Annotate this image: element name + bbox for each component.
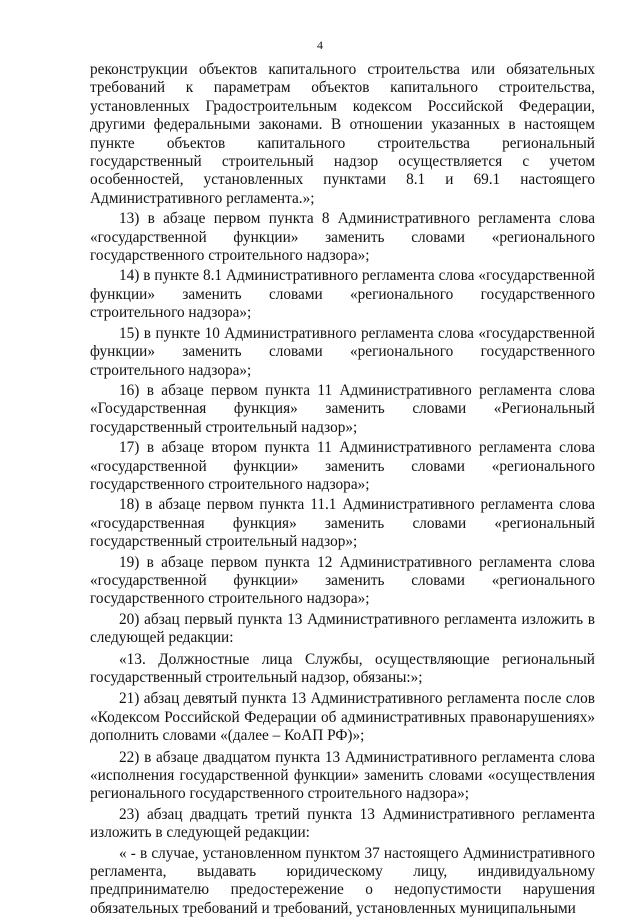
paragraph-item-18: 18) в абзаце первом пункта 11.1 Административного регламента слова «государственная функция» заменить словами «региональный государственный строительный надзор»; xyxy=(90,496,595,551)
paragraph-item-23-quote: « - в случае, установленном пунктом 37 настоящего Административного регламента, выдавать юридическому лицу, индивидуальному предпринимателю предостережение о недопустимости нарушения обязательных требований и требований, установленных муниципальными xyxy=(90,844,595,917)
paragraph-item-19: 19) в абзаце первом пункта 12 Административного регламента слова «государственной функции» заменить словами «регионального государственного строительного надзора»; xyxy=(90,553,595,608)
page-number: 4 xyxy=(317,38,323,52)
paragraph-item-16: 16) в абзаце первом пункта 11 Административного регламента слова «Государственная функция» заменить словами «Региональный государственный строительный надзор»; xyxy=(90,381,595,436)
document-body xyxy=(90,61,595,918)
paragraph-item-20: 20) абзац первый пункта 13 Административного регламента изложить в следующей редакции: xyxy=(90,610,595,647)
paragraph-item-21: 21) абзац девятый пункта 13 Административного регламента после слов «Кодексом Российской Федерации об административных правонарушениях» дополнить словами «(далее – КоАП РФ)»; xyxy=(90,690,595,745)
paragraph-item-14: 14) в пункте 8.1 Административного регламента слова «государственной функции» заменить словами «регионального государственного строительного надзора»; xyxy=(90,267,595,322)
paragraph-continuation: реконструкции объектов капитального строительства или обязательных требований к параметрам объектов капитального строительства, установленных Градостроительным кодексом Российской Федерации, другими федеральными законами. В отношении указанных в настоящем пункте объектов капитального строительства региональный государственный строительный надзор осуществляется с учетом особенностей, установленных пунктами 8.1 и 69.1 настоящего Административного регламента.»; xyxy=(90,61,595,207)
paragraph-item-15: 15) в пункте 10 Административного регламента слова «государственной функции» заменить словами «регионального государственного строительного надзора»; xyxy=(90,324,595,379)
paragraph-item-23: 23) абзац двадцать третий пункта 13 Административного регламента изложить в следующей редакции: xyxy=(90,805,595,842)
paragraph-item-20-quote: «13. Должностные лица Службы, осуществляющие региональный государственный строительный надзор, обязаны:»; xyxy=(90,650,595,686)
paragraph-item-13: 13) в абзаце первом пункта 8 Административного регламента слова «государственной функции» заменить словами «регионального государственного строительного надзора»; xyxy=(90,210,595,265)
paragraph-item-22: 22) в абзаце двадцатом пункта 13 Административного регламента слова «исполнения государственной функции» заменить словами «осуществления регионального государственного строительного надзора»; xyxy=(90,748,595,803)
paragraph-item-17: 17) в абзаце втором пункта 11 Административного регламента слова «государственной функции» заменить словами «регионального государственного строительного надзора»; xyxy=(90,439,595,493)
